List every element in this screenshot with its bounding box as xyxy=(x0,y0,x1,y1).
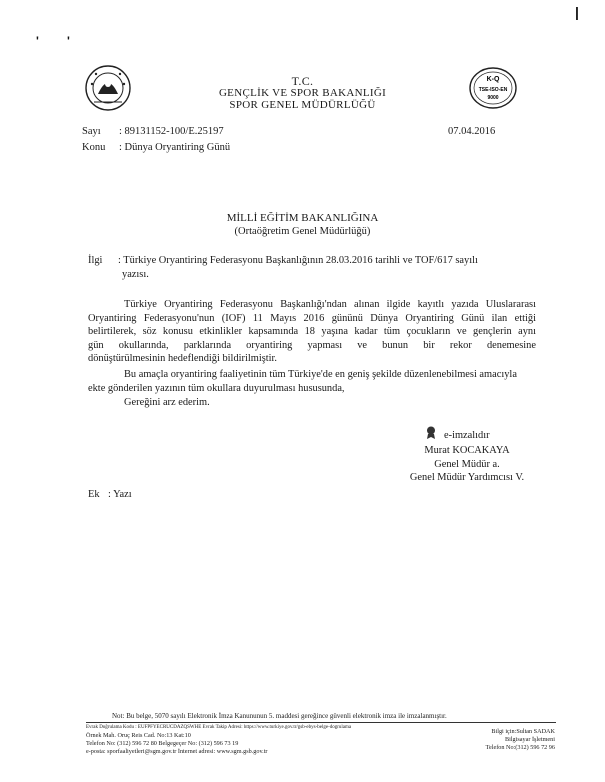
footer-info-role: Bilgisayar İşletmeni xyxy=(504,736,555,743)
footer-address: Örnek Mah. Oruç Reis Cad. No:13 Kat:10 xyxy=(86,732,191,739)
recipient-line-1: MİLLİ EĞİTİM BAKANLIĞINA xyxy=(226,212,379,224)
header-directorate: SPOR GENEL MÜDÜRLÜĞÜ xyxy=(229,99,376,111)
ribbon-icon xyxy=(426,426,436,444)
header-ministry: GENÇLİK VE SPOR BAKANLIĞI xyxy=(218,87,387,99)
e-signature-label: e-imzalıdır xyxy=(444,429,490,441)
body-paragraph-3: Gereğini arz ederim. xyxy=(124,397,210,408)
body-paragraph-1 xyxy=(88,298,536,366)
header-tc: T.C. xyxy=(291,74,314,88)
footer-info-phone: Telefon No:(312) 596 72 96 xyxy=(485,744,555,751)
p1-line: gün okullarında, parklarında oryantiring yapması ve bunun bir rekor denemesine xyxy=(88,339,536,351)
ilgi-text xyxy=(118,254,538,281)
recipient-line-2: (Ortaöğretim Genel Müdürlüğü) xyxy=(234,226,371,237)
signer-title-2: Genel Müdür Yardımcısı V. xyxy=(409,472,525,483)
scan-mark-right: ' xyxy=(67,34,70,48)
document-date: 07.04.2016 xyxy=(448,126,496,137)
e-signature-badge xyxy=(426,426,490,444)
signer-title-1: Genel Müdür a. xyxy=(434,458,500,470)
sayi-value: : 89131152-100/E.25197 xyxy=(119,126,224,137)
p1-line: dönüştürülmesinin hedeflendiği bildirilmiştir. xyxy=(88,353,278,364)
scan-mark-left: ' xyxy=(36,34,39,48)
p2-line: ekte gönderilen yazının tüm okullara duyurulması hususunda, xyxy=(88,382,345,394)
seal-line-1: K-Q xyxy=(486,76,500,83)
footer-info-contact xyxy=(440,728,555,752)
ilgi-label: İlgi xyxy=(88,255,103,266)
footer-phone: Telefon No: (312) 596 72 80 Belgegeçer No: (312) 596 73 19 xyxy=(86,740,239,747)
body-paragraph-2 xyxy=(88,368,548,395)
attachment-value: : Yazı xyxy=(108,489,132,500)
quality-seal xyxy=(468,66,518,110)
footer-verification: Evrak Doğrulama Kodu : EUFPFYECRUCDAZQSWHE Evrak Takip Adresi: https://www.turkiye.gov.tr/gsb-ebys-belge-dogrulama xyxy=(86,725,352,730)
p1-line: belirtilerek, söz konusu etkinlikler kapsamında 18 yaşına kadar tüm çocukların ve gençlerin aynı xyxy=(88,326,536,337)
ilgi-line-1: : Türkiye Oryantiring Federasyonu Başkanlığının 28.03.2016 tarihli ve TOF/617 sayılı xyxy=(118,255,478,266)
letterhead xyxy=(170,75,435,111)
sayi-label: Sayı xyxy=(82,126,101,137)
ministry-logo xyxy=(84,64,132,112)
p1-line: Oryantiring Federasyonu'nun (IOF) 11 Mayıs 2016 gününü Dünya Oryantiring Günü ilan ettiği xyxy=(88,312,536,324)
p2-line: Bu amaçla oryantiring faaliyetinin tüm Türkiye'de en geniş şekilde düzenlenebilmesi amacıyla xyxy=(124,369,517,380)
konu-value: : Dünya Oryantiring Günü xyxy=(119,142,231,153)
signature-block xyxy=(402,444,532,485)
konu-label: Konu xyxy=(82,142,106,153)
footer-note: Not: Bu belge, 5070 sayılı Elektronik İmza Kanununun 5. maddesi gereğince güvenli elektronik imza ile imzalanmıştır. xyxy=(112,712,447,720)
seal-line-3: 9000 xyxy=(487,95,499,101)
signer-name: Murat KOCAKAYA xyxy=(424,445,510,456)
footer-contact xyxy=(86,724,436,756)
p1-line: Türkiye Oryantiring Federasyonu Başkanlığı'ndan alınan ilgide kayıtlı yazıda Uluslararası xyxy=(124,299,536,310)
footer-info-person: Bilgi için:Sultan SADAK xyxy=(491,728,555,735)
ilgi-line-2: yazısı. xyxy=(122,268,149,280)
attachment-label: Ek xyxy=(88,489,100,500)
footer-email: e-posta: sporfaaliyetleri@sgm.gov.tr İnternet adresi: www.sgm.gsb.gov.tr xyxy=(86,748,268,755)
footer-divider xyxy=(86,722,556,723)
seal-line-2: TSE-ISO-EN xyxy=(478,87,508,93)
scan-mark-corner: | xyxy=(575,4,579,20)
